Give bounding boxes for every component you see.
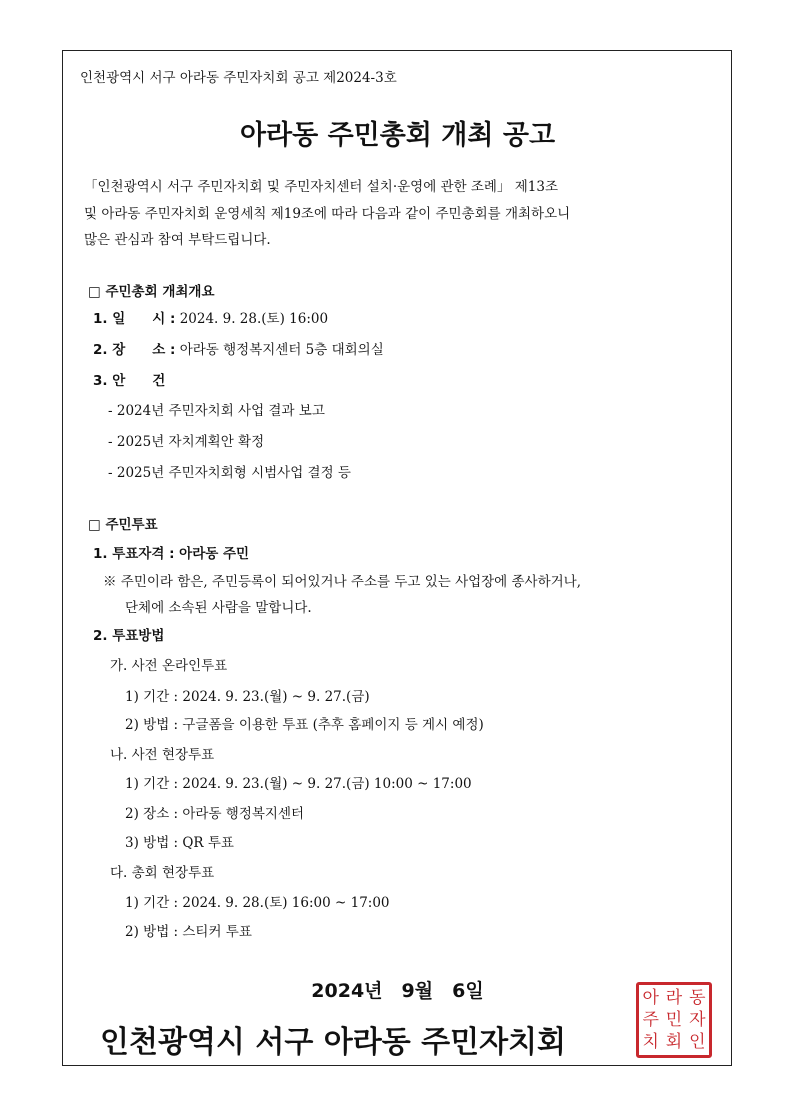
intro-line: 많은 관심과 참여 부탁드립니다. xyxy=(84,232,271,248)
intro-line: 및 아라동 주민자치회 운영세칙 제19조에 따라 다음과 같이 주민총회를 개최하오니 xyxy=(84,206,571,222)
overview-item xyxy=(93,341,384,359)
intro-line: 「인천광역시 서구 주민자치회 및 주민자치센터 설치·운영에 관한 조례」 제13조 xyxy=(84,179,559,195)
page-title: 아라동 주민총회 개최 공고 xyxy=(239,120,556,151)
vote-detail: 2) 장소 : 아라동 행정복지센터 xyxy=(125,806,305,822)
overview-item xyxy=(93,310,328,328)
note-line: ※ 주민이라 함은, 주민등록이 되어있거나 주소를 두고 있는 사업장에 종사하거나, xyxy=(103,574,582,590)
seal-glyph: 자 xyxy=(689,1010,706,1030)
overview-item xyxy=(93,372,165,390)
seal-glyph: 아 xyxy=(642,988,659,1008)
seal-glyph: 회 xyxy=(665,1032,683,1052)
seal-glyph: 인 xyxy=(689,1032,706,1052)
vote-detail: 2) 방법 : 구글폼을 이용한 투표 (추후 홈페이지 등 게시 예정) xyxy=(125,717,484,733)
agenda-item: - 2024년 주민자치회 사업 결과 보고 xyxy=(108,403,325,419)
notice-date: 2024년 9월 6일 xyxy=(311,980,484,1002)
seal-glyph: 라 xyxy=(665,988,683,1008)
vote-subheading: 나. 사전 현장투표 xyxy=(110,747,215,763)
section-heading-overview: □ 주민총회 개최개요 xyxy=(88,284,215,300)
vote-subheading: 가. 사전 온라인투표 xyxy=(110,658,228,674)
seal-glyph: 민 xyxy=(665,1010,683,1030)
issuer-name: 인천광역시 서구 아라동 주민자치회 xyxy=(100,1025,567,1060)
agenda-item: - 2025년 주민자치회형 시범사업 결정 등 xyxy=(108,465,351,481)
vote-detail: 1) 기간 : 2024. 9. 23.(월) ~ 9. 27.(금) 10:00 ~ 17:00 xyxy=(125,776,472,792)
agenda-item: - 2025년 자치계획안 확정 xyxy=(108,434,265,450)
notice-number: 인천광역시 서구 아라동 주민자치회 공고 제2024-3호 xyxy=(80,70,397,86)
official-seal-stamp xyxy=(636,982,712,1058)
vote-detail: 2) 방법 : 스티커 투표 xyxy=(125,924,252,940)
vote-subheading: 다. 총회 현장투표 xyxy=(110,865,215,881)
vote-detail: 1) 기간 : 2024. 9. 23.(월) ~ 9. 27.(금) xyxy=(125,689,370,705)
item-label: 3. 안 건 xyxy=(93,373,166,389)
note-line: 단체에 소속된 사람을 말합니다. xyxy=(125,600,312,616)
vote-detail: 3) 방법 : QR 투표 xyxy=(125,835,234,851)
item-label: 2. 장 소 : xyxy=(93,342,176,358)
vote-method-heading: 2. 투표방법 xyxy=(93,628,165,644)
vote-detail: 1) 기간 : 2024. 9. 28.(토) 16:00 ~ 17:00 xyxy=(125,895,390,911)
seal-glyph: 동 xyxy=(689,988,706,1008)
seal-glyph: 주 xyxy=(642,1010,659,1030)
item-label: 1. 일 시 : xyxy=(93,311,176,327)
vote-eligibility: 1. 투표자격 : 아라동 주민 xyxy=(93,546,250,562)
item-value: 2024. 9. 28.(토) 16:00 xyxy=(175,311,329,327)
seal-glyph: 치 xyxy=(642,1032,659,1052)
section-heading-vote: □ 주민투표 xyxy=(88,517,158,533)
item-value: 아라동 행정복지센터 5층 대회의실 xyxy=(175,342,384,358)
